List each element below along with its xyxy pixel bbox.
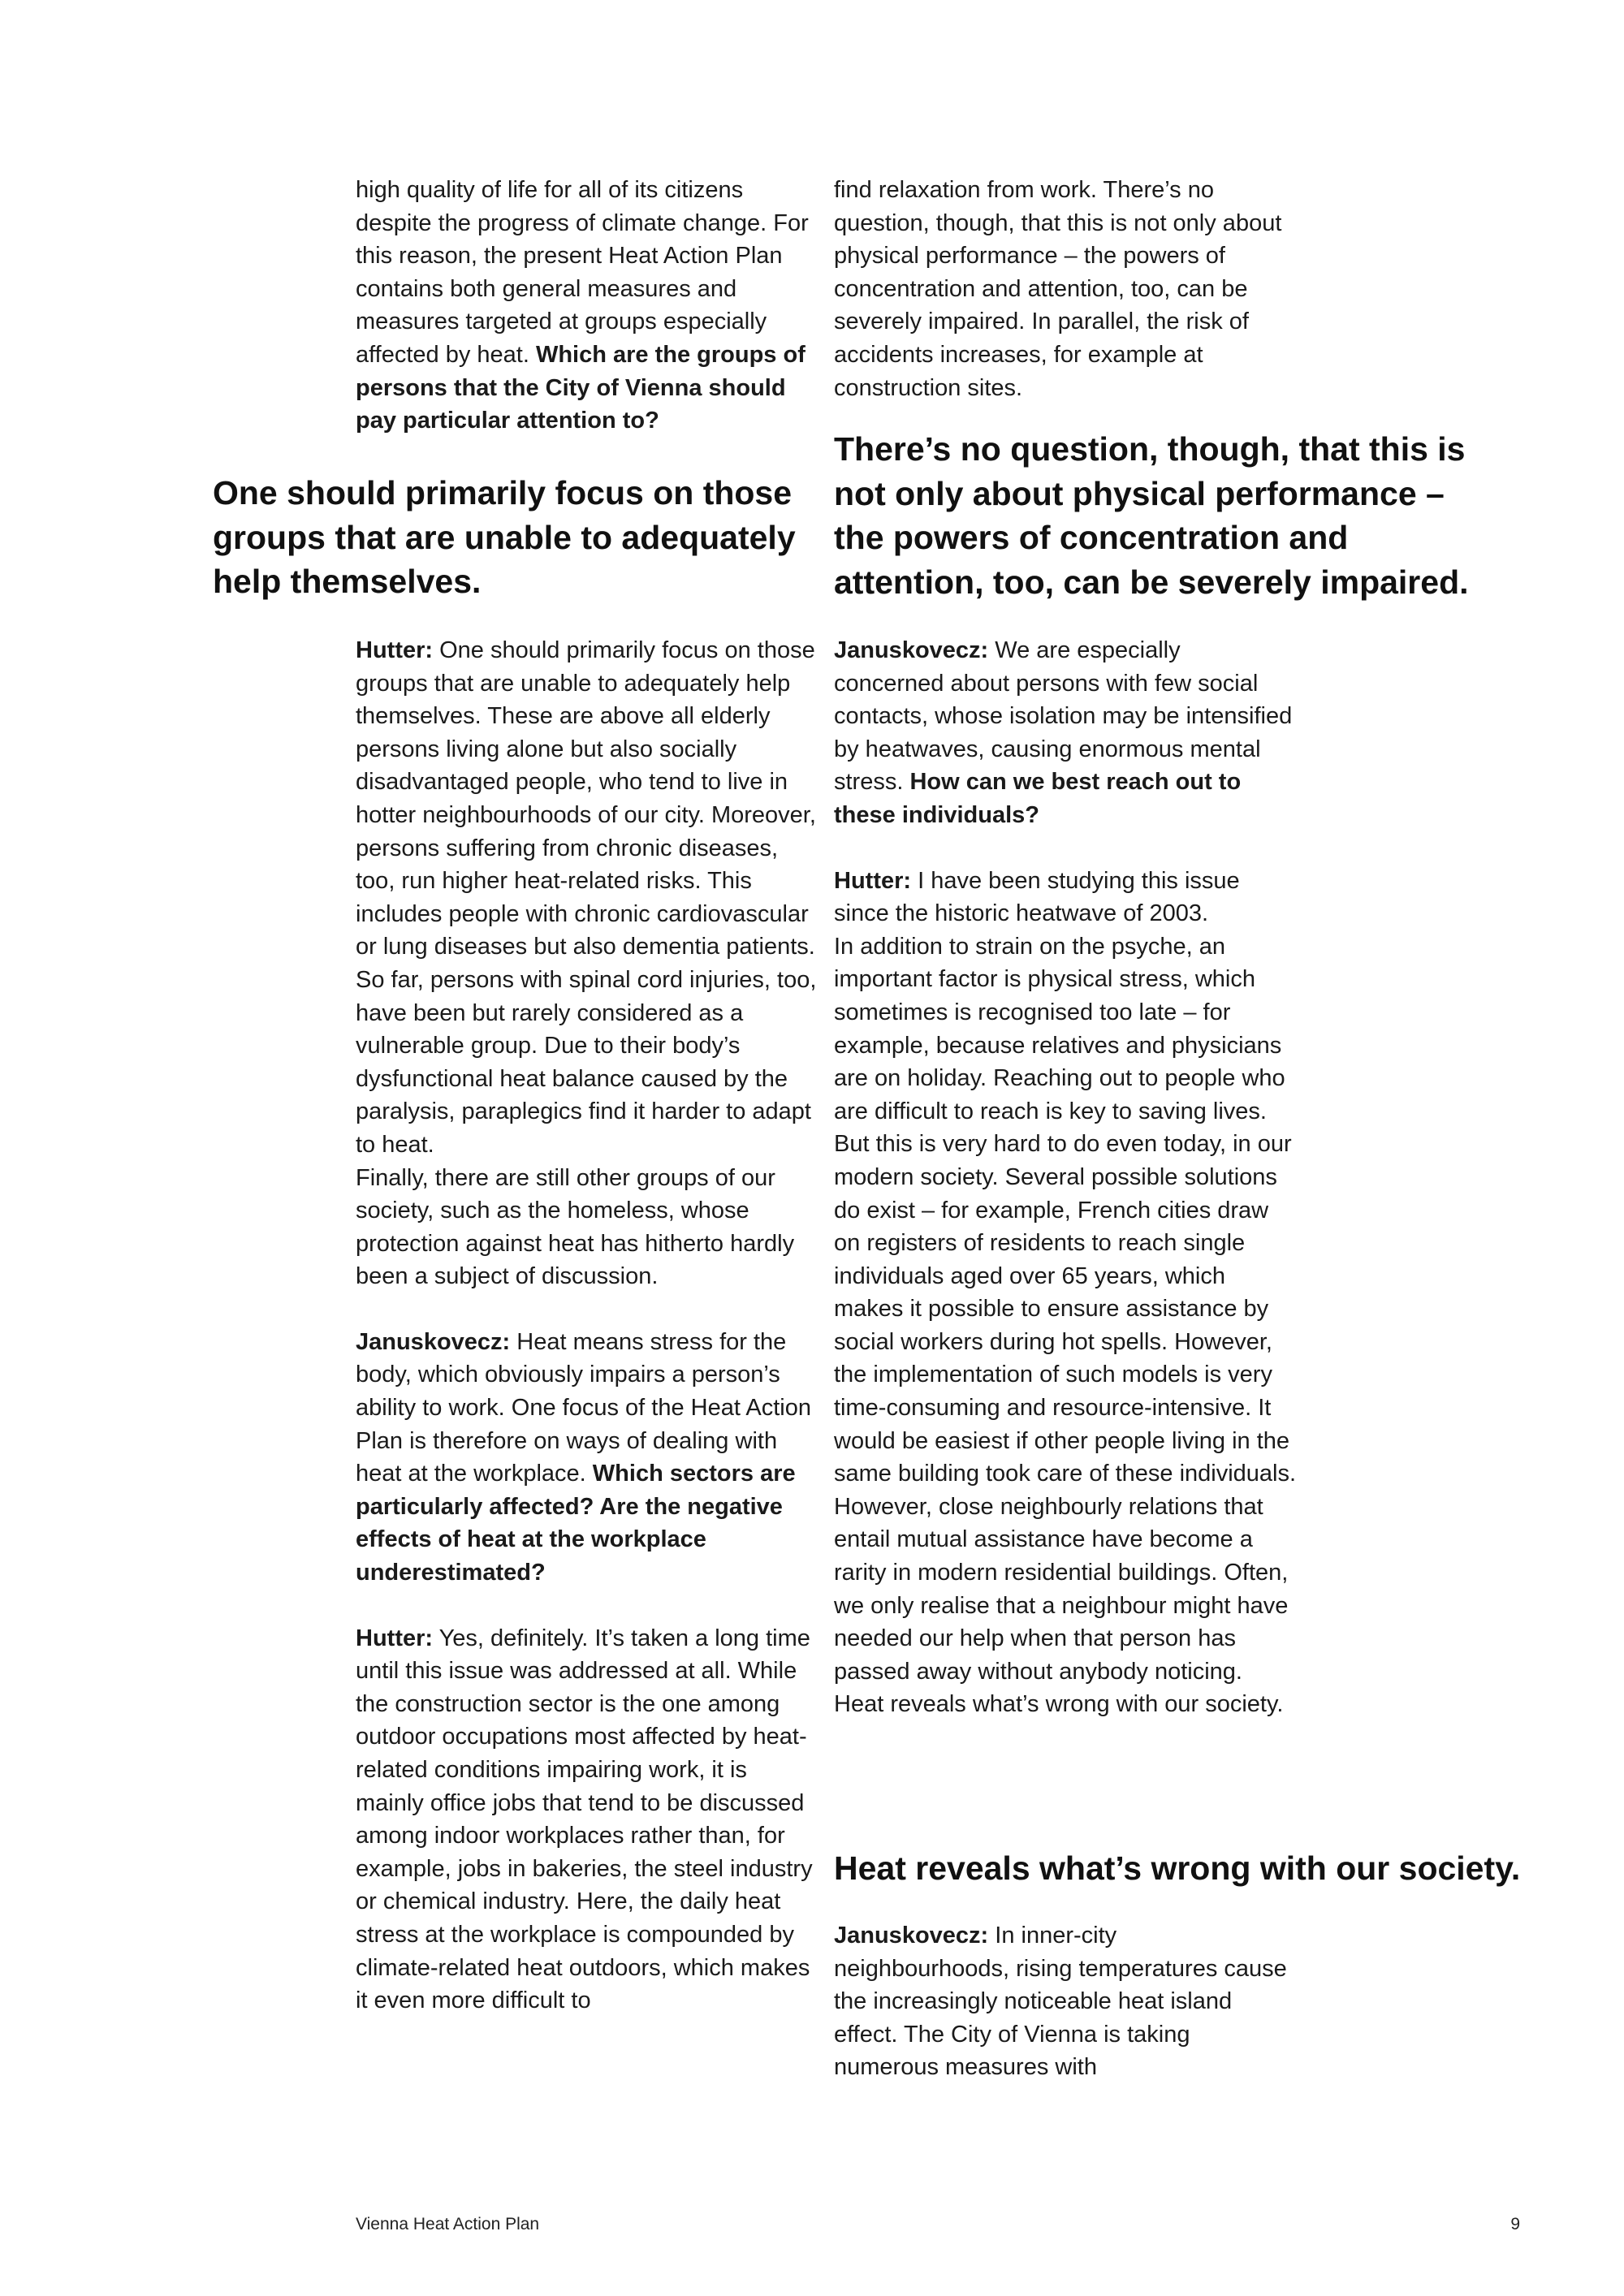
hutter-answer-1 — [356, 634, 818, 1293]
intro-text: high quality of life for all of its citizens despite the progress of climate change. For this reason, the present Heat Action Plan contains both general measures and measures targeted at groups especially affected by heat. — [356, 177, 809, 368]
question-text: We are especially concerned about persons with few social contacts, whose isolation may be intensified by heatwaves, causing enormous mental stress. — [834, 637, 1293, 796]
speaker-hutter: Hutter: — [834, 867, 912, 894]
januskovecz-question-1 — [356, 1326, 818, 1590]
question-text: Heat means stress for the body, which obviously impairs a person’s ability to work. One focus of the Heat Action Plan is therefore on ways of dealing with heat at the workplace. — [356, 1328, 811, 1487]
answer-text: I have been studying this issue since the historic heatwave of 2003. — [834, 867, 1240, 927]
pullquote-right: There’s no question, though, that this is not only about physical performance – the powers of concentration and attention, too, can be severely impaired. — [834, 430, 1469, 601]
right-column-continuation — [834, 174, 1297, 404]
pullquote-right-2: Heat reveals what’s wrong with our society. — [834, 1849, 1521, 1887]
question-bold: Which sectors are particularly affected? Are the negative effects of heat at the workplace underestimated? — [356, 1461, 796, 1586]
question-text: In inner-city neighbourhoods, rising temperatures cause the increasingly noticeable heat island effect. The City of Vienna is taking numerous measures with — [834, 1923, 1287, 2081]
speaker-januskovecz: Januskovecz: — [834, 1923, 989, 1949]
speaker-januskovecz: Januskovecz: — [834, 637, 989, 663]
right-column-final — [834, 1919, 1297, 2084]
left-column-intro — [356, 174, 818, 438]
page-number: 9 — [1510, 2215, 1520, 2233]
januskovecz-question-3 — [834, 1919, 1297, 2084]
answer-text: Yes, definitely. It’s taken a long time until this issue was addressed at all. While the construction sector is the one among outdoor occupations most affected by heat-related conditions impairing work, it is mainly office jobs that tend to be discussed among indoor workplaces rather than, for example, jobs in bakeries, the steel industry or chemical industry. Here, the daily heat stress at the workplace is compounded by climate-related heat outdoors, which makes it even more difficult to — [356, 1625, 813, 2014]
speaker-hutter: Hutter: — [356, 1625, 434, 1651]
speaker-hutter: Hutter: — [356, 637, 434, 663]
intro-question: Which are the groups of persons that the City of Vienna should pay particular attention to? — [356, 341, 806, 434]
intro-paragraph — [356, 174, 818, 438]
hutter-answer-3 — [834, 865, 1297, 1721]
hutter-answer-2 — [356, 1622, 818, 2018]
right-column-interview — [834, 634, 1297, 1721]
speaker-januskovecz: Januskovecz: — [356, 1328, 511, 1355]
question-bold: How can we best reach out to these individuals? — [834, 769, 1242, 828]
answer-text-2: So far, persons with spinal cord injuries, too, have been but rarely considered as a vulnerable group. Due to their body’s dysfunctional heat balance caused by the paralysis, paraplegics find it harder to adapt to heat. — [356, 966, 817, 1158]
left-column-interview — [356, 634, 818, 2018]
answer-text-3: Finally, there are still other groups of our society, such as the homeless, whose protection against heat has hitherto hardly been a subject of discussion. — [356, 1164, 795, 1290]
answer-text: One should primarily focus on those groups that are unable to adequately help themselves. These are above all elderly persons living alone but also socially disadvantaged people, who tend to live in hotter neighbourhoods of our city. Moreover, persons suffering from chronic diseases, too, run higher heat-related risks. This includes people with chronic cardiovascular or lung diseases but also dementia patients. — [356, 637, 816, 960]
continuation-paragraph: find relaxation from work. There’s no question, though, that this is not only about physical performance – the powers of concentration and attention, too, can be severely impaired. In parallel, the risk of accidents increases, for example at construction sites. — [834, 177, 1282, 401]
pullquote-left: One should primarily focus on those groups that are unable to adequately help themselves. — [213, 474, 796, 600]
answer-text-2: In addition to strain on the psyche, an important factor is physical stress, which sometimes is recognised too late – for example, because relatives and physicians are on holiday. Reaching out to people who are difficult to reach is key to saving lives. But this is very hard to do even today, in our modern society. Several possible solutions do exist – for example, French cities draw on registers of residents to reach single individuals aged over 65 years, which makes it possible to ensure assistance by social workers during hot spells. However, the implementation of such models is very time-consuming and resource-intensive. It would be easiest if other people living in the same building took care of these individuals. However, close neighbourly relations that entail mutual assistance have become a rarity in modern residential buildings. Often, we only realise that a neighbour might have needed our help when that person has passed away without anybody noticing. Heat reveals what’s wrong with our society. — [834, 933, 1297, 1718]
januskovecz-question-2 — [834, 634, 1297, 832]
footer-title: Vienna Heat Action Plan — [356, 2215, 540, 2233]
